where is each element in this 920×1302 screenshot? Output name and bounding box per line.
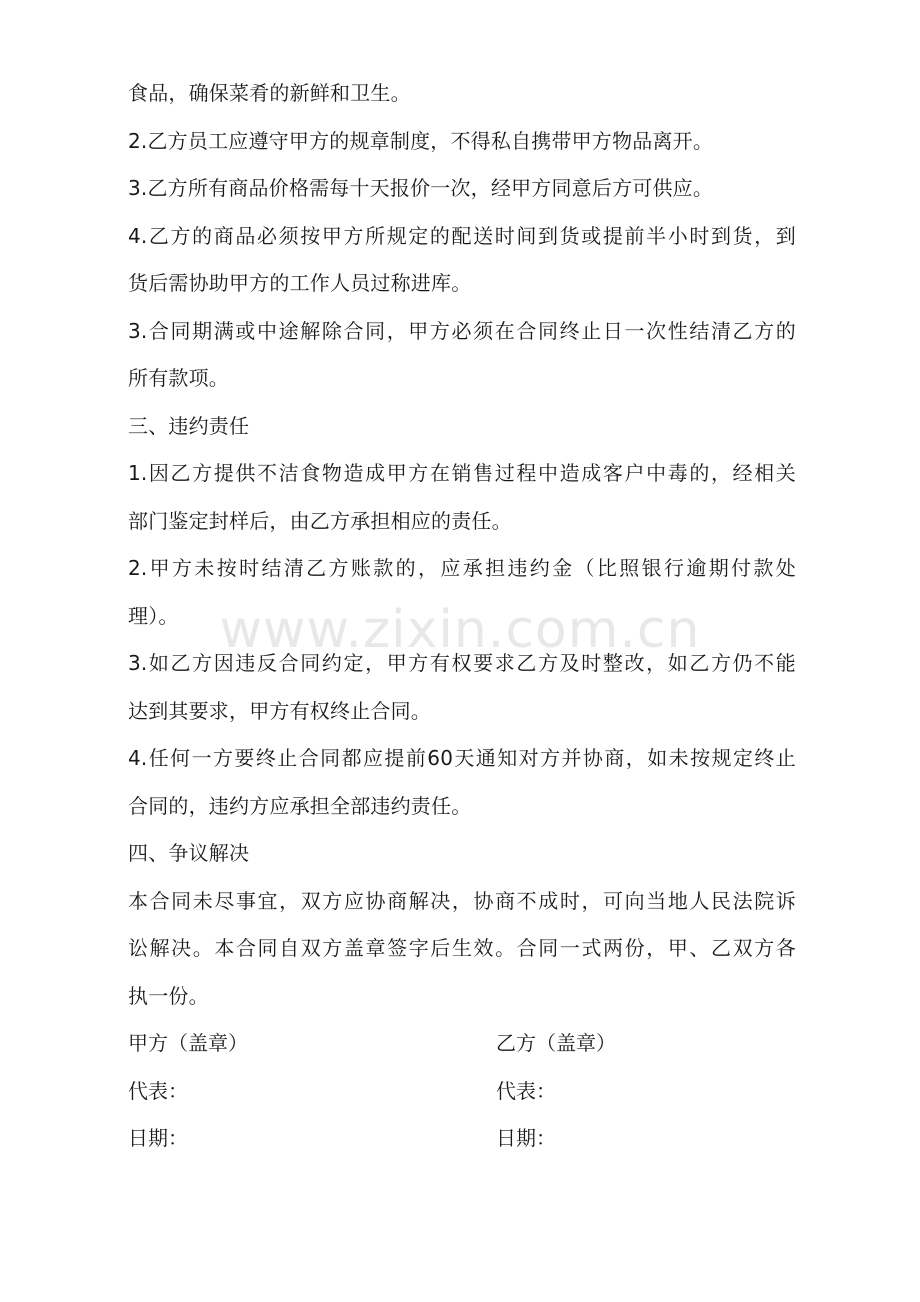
party-a-date-label: 日期： (128, 1126, 188, 1150)
section-heading-breach: 三、违约责任 (128, 413, 250, 438)
paragraph-line: 合同的，违约方应承担全部违约责任。 (128, 793, 472, 818)
paragraph-line: 讼解决。本合同自双方盖章签字后生效。合同一式两份，甲、乙双方各 (128, 936, 796, 960)
party-b-seal-label: 乙方（盖章） (496, 1031, 616, 1055)
paragraph-line: 4.乙方的商品必须按甲方所规定的配送时间到货或提前半小时到货，到 (128, 223, 796, 248)
signature-row-representative (128, 1068, 796, 1116)
site-watermark: www.zixin.com.cn (219, 600, 701, 660)
paragraph-line: 3.合同期满或中途解除合同，甲方必须在合同终止日一次性结清乙方的 (128, 318, 796, 343)
document-body (128, 70, 796, 1163)
paragraph-line: 2.甲方未按时结清乙方账款的，应承担违约金（比照银行逾期付款处 (128, 556, 796, 580)
paragraph-line: 4.任何一方要终止合同都应提前60天通知对方并协商，如未按规定终止 (128, 746, 796, 770)
paragraph-line: 1.因乙方提供不洁食物造成甲方在销售过程中造成客户中毒的，经相关 (128, 461, 796, 485)
signature-row-seal (128, 1020, 796, 1068)
party-b-representative-label: 代表： (496, 1078, 556, 1103)
paragraph-line: 3.乙方所有商品价格需每十天报价一次，经甲方同意后方可供应。 (128, 176, 714, 200)
paragraph-line: 货后需协助甲方的工作人员过称进库。 (128, 271, 472, 295)
paragraph-line: 部门鉴定封样后，由乙方承担相应的责任。 (128, 508, 512, 533)
paragraph-line: 执一份。 (128, 983, 209, 1008)
party-a-seal-label: 甲方（盖章） (128, 1031, 248, 1055)
party-b-date-label: 日期： (496, 1126, 556, 1150)
paragraph-line: 理）。 (128, 603, 179, 628)
party-a-representative-label: 代表： (128, 1078, 188, 1103)
paragraph-line: 本合同未尽事宜，双方应协商解决，协商不成时，可向当地人民法院诉 (128, 888, 796, 913)
paragraph-line: 2.乙方员工应遵守甲方的规章制度，不得私自携带甲方物品离开。 (128, 128, 714, 153)
section-heading-dispute: 四、争议解决 (128, 841, 250, 865)
paragraph-line: 所有款项。 (128, 366, 229, 390)
paragraph-line: 达到其要求，甲方有权终止合同。 (128, 698, 431, 723)
signature-row-date (128, 1115, 796, 1163)
paragraph-line: 食品，确保菜肴的新鲜和卫生。 (128, 81, 411, 105)
paragraph-line: 3.如乙方因违反合同约定，甲方有权要求乙方及时整改，如乙方仍不能 (128, 651, 796, 675)
